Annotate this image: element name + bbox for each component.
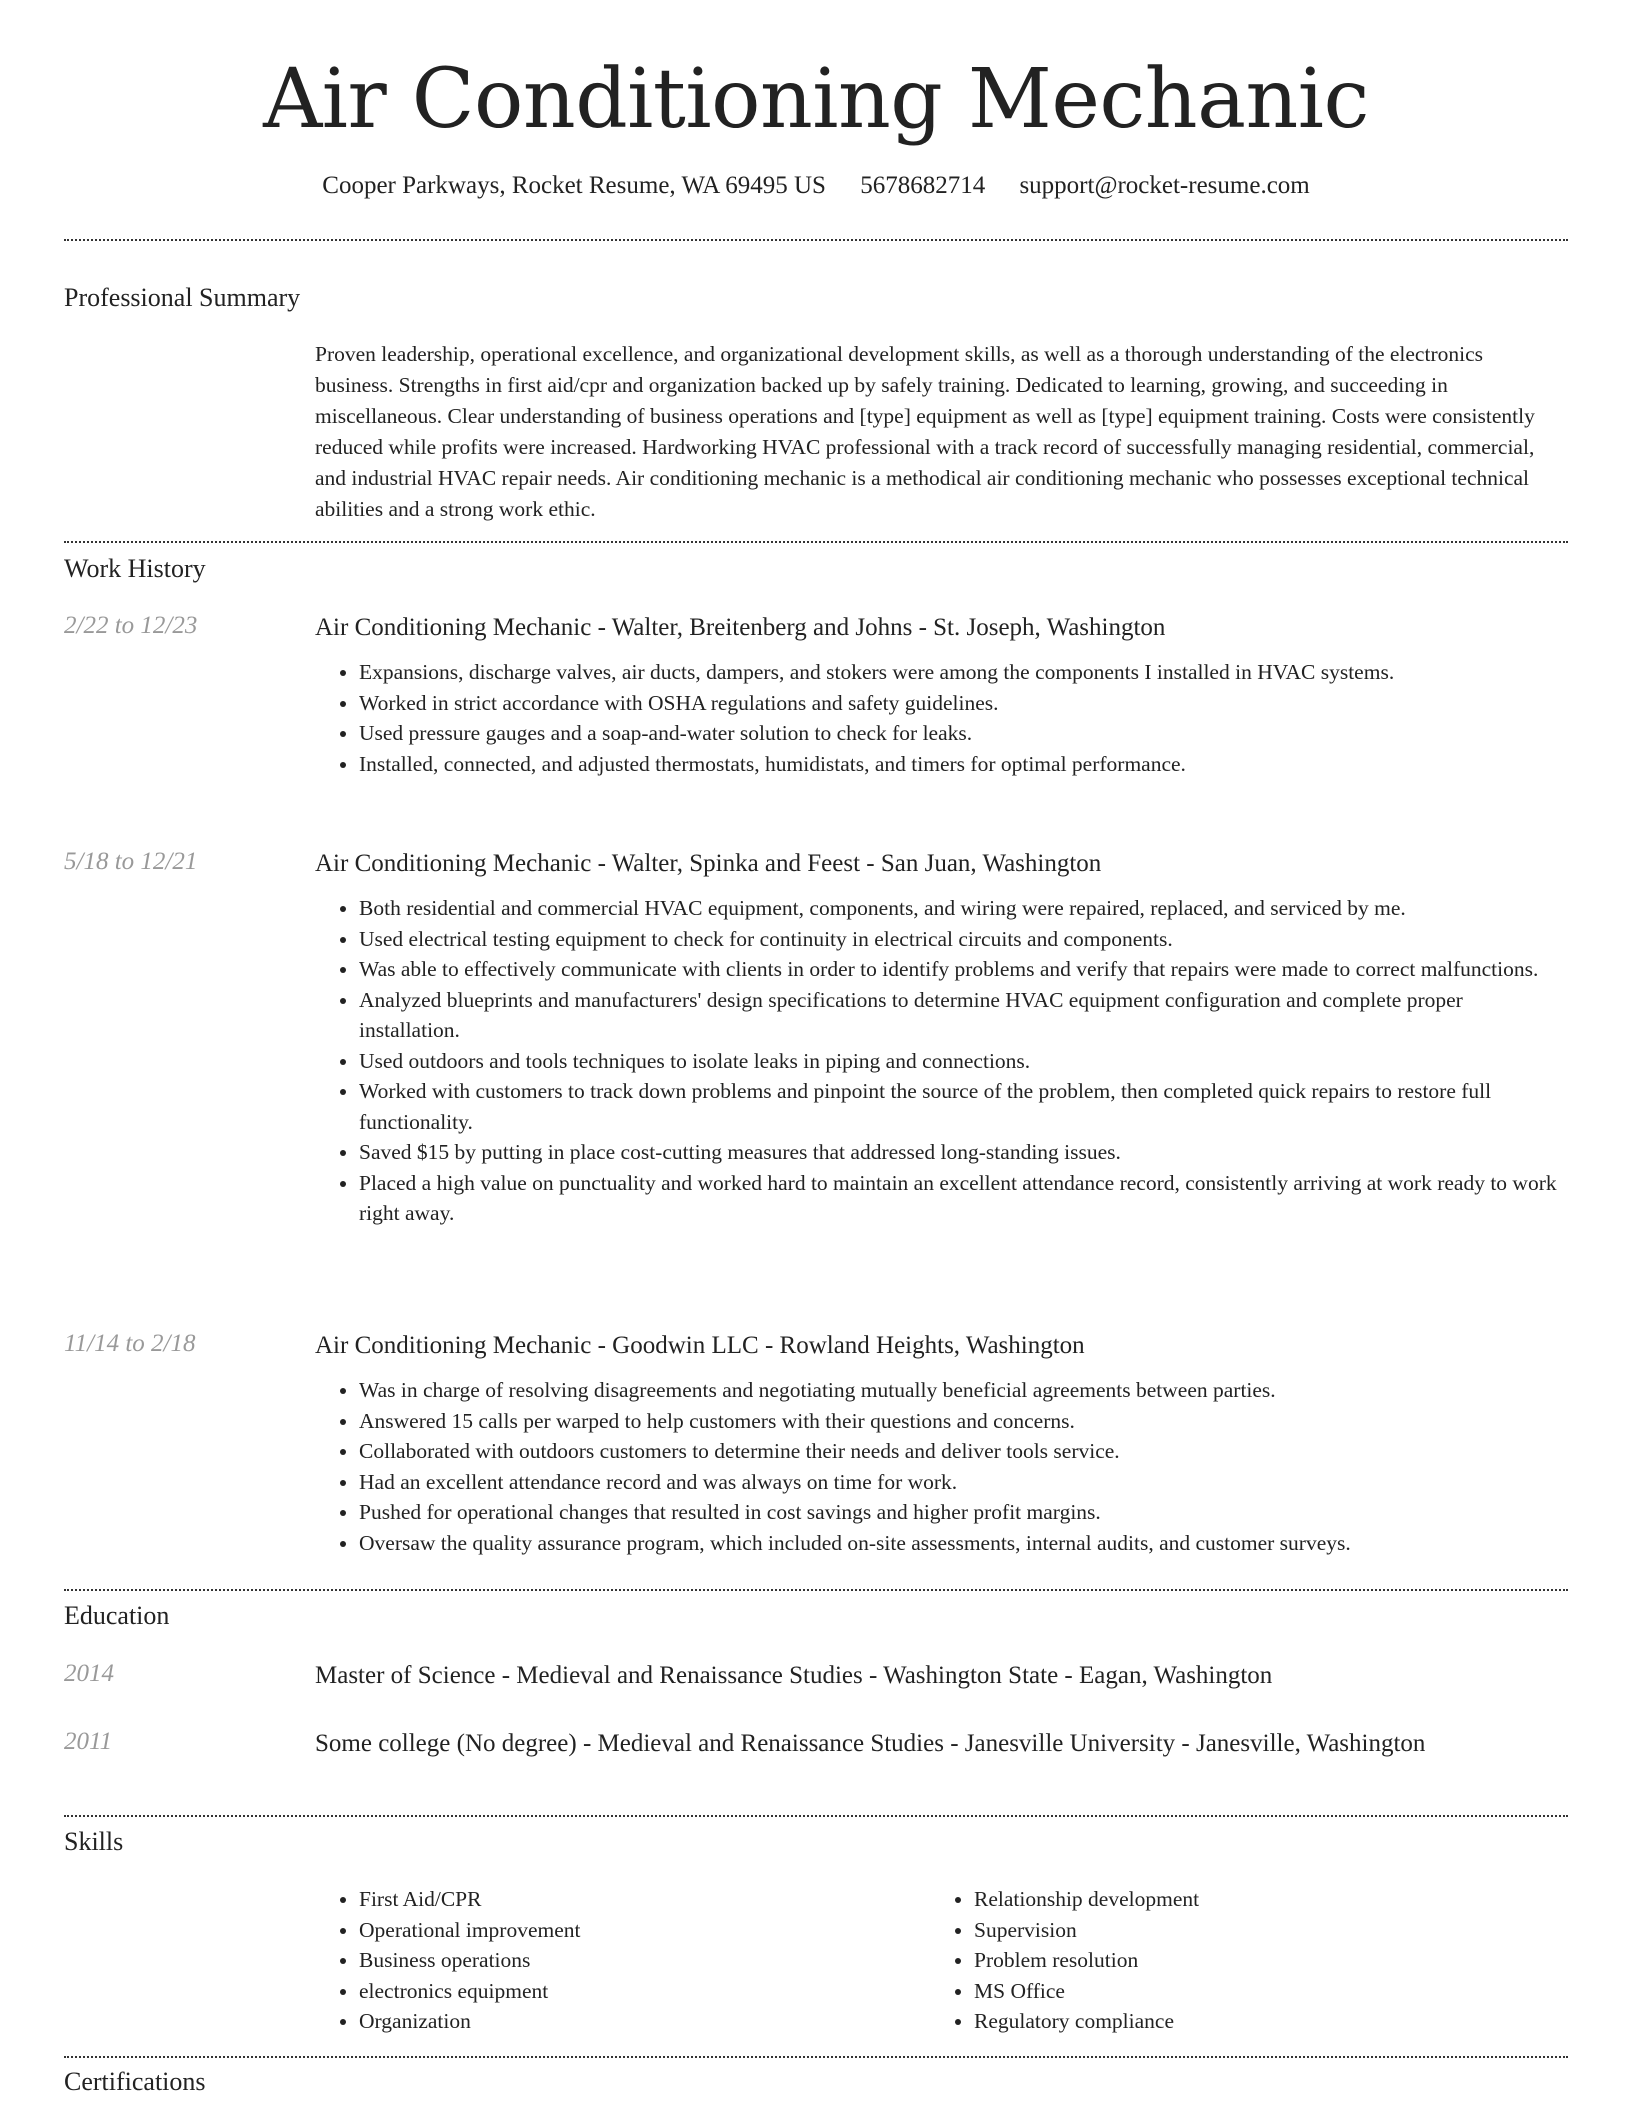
- job-bullet: • Both residential and commercial HVAC equipment, components, and wiring were repaired, replaced, and serviced by me.: [359, 893, 1565, 924]
- section-title-work: Work History: [64, 554, 206, 583]
- job-bullet: • Worked with customers to track down problems and pinpoint the source of the problem, then completed quick repairs to restore full functionality.: [359, 1076, 1565, 1137]
- skill-item: • Business operations: [359, 1945, 915, 1976]
- skill-item: • electronics equipment: [359, 1976, 915, 2007]
- skills-column-left: [315, 1884, 915, 2037]
- education-title: Some college (No degree) - Medieval and Renaissance Studies - Janesville University - Janesville, Washington: [315, 1730, 1426, 1757]
- job-bullet: • Placed a high value on punctuality and worked hard to maintain an excellent attendance record, consistently arriving at work ready to work right away.: [359, 1168, 1565, 1229]
- section-title-education: Education: [64, 1601, 170, 1630]
- job-title: Air Conditioning Mechanic - Goodwin LLC - Rowland Heights, Washington: [315, 1332, 1085, 1359]
- job-entry: [315, 846, 1565, 1229]
- contact-address: Cooper Parkways, Rocket Resume, WA 69495 US: [322, 172, 826, 199]
- summary-text: Proven leadership, operational excellence, and organizational development skills, as well as a thorough understanding of the electronics business. Strengths in first aid/cpr and organization backed up by safely training. Dedicated to learning, growing, and succeeding in miscellaneous. Clear understanding of business operations and [type] equipment as well as [type] equipment training. Costs were consistently reduced while profits were increased. Hardworking HVAC professional with a track record of successfully managing residential, commercial, and industrial HVAC repair needs. Air conditioning mechanic is a methodical air conditioning mechanic who possesses exceptional technical abilities and a strong work ethic.: [315, 342, 1535, 521]
- skill-item: • Operational improvement: [359, 1915, 915, 1946]
- job-bullet: • Analyzed blueprints and manufacturers' design specifications to determine HVAC equipment configuration and complete proper installation.: [359, 985, 1565, 1046]
- job-bullet: • Oversaw the quality assurance program, which included on-site assessments, internal audits, and customer surveys.: [359, 1528, 1565, 1559]
- skill-item: • First Aid/CPR: [359, 1884, 915, 1915]
- education-title: Master of Science - Medieval and Renaissance Studies - Washington State - Eagan, Washington: [315, 1662, 1273, 1689]
- job-bullet: • Answered 15 calls per warped to help customers with their questions and concerns.: [359, 1406, 1565, 1437]
- job-bullet: • Was in charge of resolving disagreements and negotiating mutually beneficial agreements between parties.: [359, 1375, 1565, 1406]
- job-dates: 5/18 to 12/21: [64, 848, 198, 875]
- education-year: 2014: [64, 1660, 114, 1687]
- job-bullet: • Saved $15 by putting in place cost-cutting measures that addressed long-standing issues.: [359, 1137, 1565, 1168]
- job-bullet: • Collaborated with outdoors customers to determine their needs and deliver tools service.: [359, 1436, 1565, 1467]
- skill-item: • Problem resolution: [974, 1945, 1550, 1976]
- job-bullet: • Expansions, discharge valves, air ducts, dampers, and stokers were among the components I installed in HVAC systems.: [359, 657, 1565, 688]
- divider: [64, 239, 1568, 241]
- job-bullet: • Used pressure gauges and a soap-and-water solution to check for leaks.: [359, 718, 1565, 749]
- section-title-skills: Skills: [64, 1827, 124, 1856]
- job-title: Air Conditioning Mechanic - Walter, Spinka and Feest - San Juan, Washington: [315, 850, 1102, 877]
- resume-name: Air Conditioning Mechanic: [263, 52, 1369, 147]
- divider: [64, 1815, 1568, 1817]
- contact-email: support@rocket-resume.com: [1019, 172, 1310, 199]
- job-bullet: • Had an excellent attendance record and was always on time for work.: [359, 1467, 1565, 1498]
- section-title-certifications: Certifications: [64, 2067, 206, 2096]
- skills-column-right: [930, 1884, 1550, 2037]
- job-title: Air Conditioning Mechanic - Walter, Breitenberg and Johns - St. Joseph, Washington: [315, 614, 1166, 641]
- contact-phone: 5678682714: [860, 172, 986, 199]
- education-year: 2011: [64, 1728, 113, 1755]
- divider: [64, 541, 1568, 543]
- section-title-summary: Professional Summary: [64, 283, 301, 312]
- job-bullets: [315, 1375, 1565, 1558]
- skill-item: • Supervision: [974, 1915, 1550, 1946]
- divider: [64, 2056, 1568, 2058]
- job-bullet: • Pushed for operational changes that resulted in cost savings and higher profit margins.: [359, 1497, 1565, 1528]
- job-bullet: • Was able to effectively communicate with clients in order to identify problems and verify that repairs were made to correct malfunctions.: [359, 954, 1565, 985]
- skill-item: • Regulatory compliance: [974, 2006, 1550, 2037]
- job-bullets: [315, 893, 1565, 1229]
- skill-item: • MS Office: [974, 1976, 1550, 2007]
- skill-item: • Organization: [359, 2006, 915, 2037]
- job-bullet: • Worked in strict accordance with OSHA regulations and safety guidelines.: [359, 688, 1565, 719]
- job-bullet: • Used outdoors and tools techniques to isolate leaks in piping and connections.: [359, 1046, 1565, 1077]
- job-dates: 11/14 to 2/18: [64, 1330, 196, 1357]
- job-bullet: • Installed, connected, and adjusted thermostats, humidistats, and timers for optimal performance.: [359, 749, 1565, 780]
- contact-line: [0, 172, 1632, 200]
- skill-item: • Relationship development: [974, 1884, 1550, 1915]
- job-entry: [315, 1328, 1565, 1558]
- divider: [64, 1589, 1568, 1591]
- job-bullets: [315, 657, 1565, 779]
- job-dates: 2/22 to 12/23: [64, 612, 198, 639]
- job-bullet: • Used electrical testing equipment to check for continuity in electrical circuits and components.: [359, 924, 1565, 955]
- job-entry: [315, 610, 1565, 779]
